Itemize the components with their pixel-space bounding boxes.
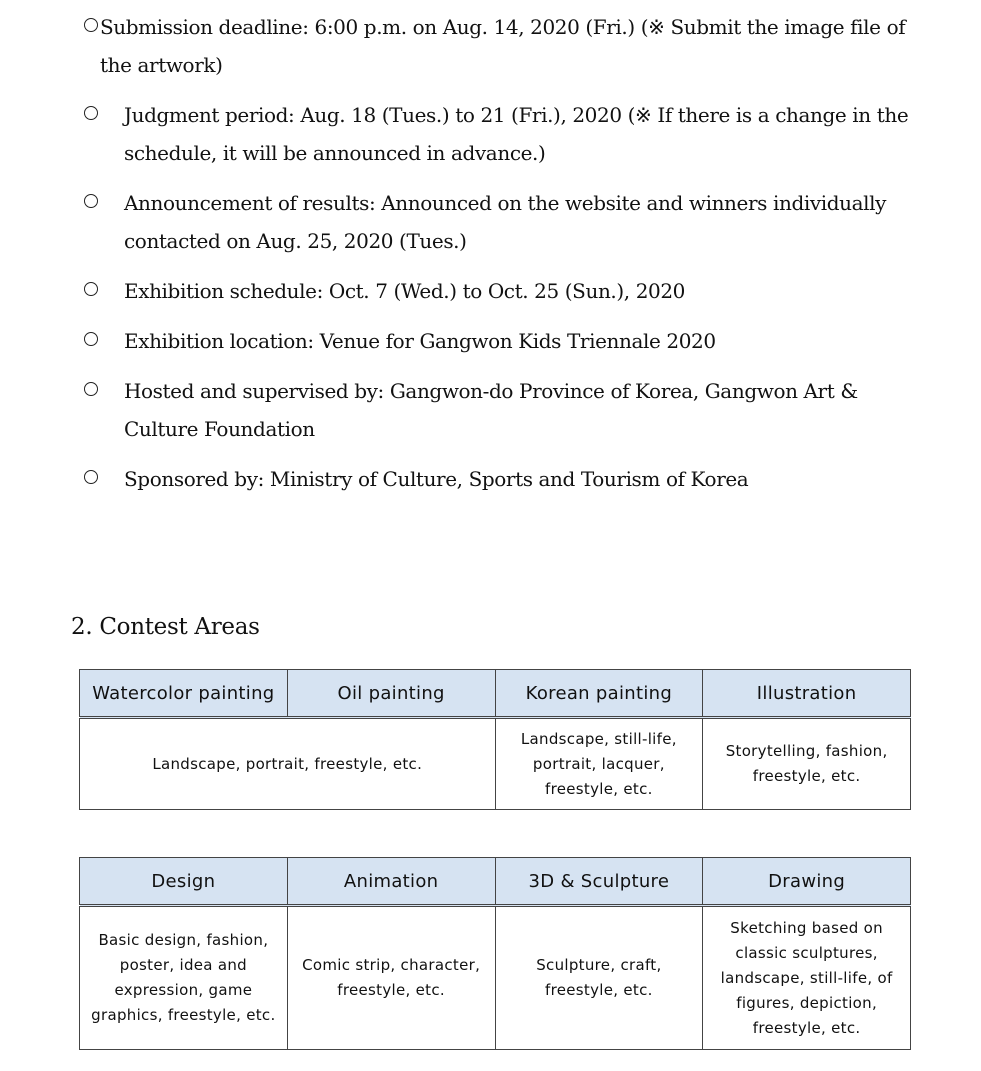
circle-bullet-icon — [84, 194, 98, 208]
circle-bullet-icon — [84, 18, 98, 32]
table-header-cell: Design — [80, 858, 288, 906]
list-item-text: Sponsored by: Ministry of Culture, Sports and Tourism of Korea — [124, 467, 749, 491]
circle-bullet-icon — [84, 470, 98, 484]
table-cell: Sculpture, craft, freestyle, etc. — [495, 906, 703, 1050]
list-item — [80, 184, 940, 260]
table-header-cell: Watercolor painting — [80, 670, 288, 718]
table-cell: Landscape, portrait, freestyle, etc. — [80, 718, 496, 810]
table-header-cell: Illustration — [703, 670, 911, 718]
section-title: 2. Contest Areas — [71, 614, 260, 640]
list-item-text: Exhibition schedule: Oct. 7 (Wed.) to Oct. 25 (Sun.), 2020 — [124, 279, 686, 303]
list-item-text: Judgment period: Aug. 18 (Tues.) to 21 (Fri.), 2020 (※ If there is a change in the schedule, it will be announced in advance.) — [124, 103, 909, 165]
contest-areas-table-1 — [79, 669, 911, 810]
schedule-list — [80, 8, 940, 510]
list-item — [80, 372, 940, 448]
list-item-text: Submission deadline: 6:00 p.m. on Aug. 14, 2020 (Fri.) (※ Submit the image file of the artwork) — [100, 15, 906, 77]
circle-bullet-icon — [84, 106, 98, 120]
circle-bullet-icon — [84, 332, 98, 346]
table-header-row — [80, 858, 911, 906]
table-cell: Sketching based on classic sculptures, landscape, still-life, of figures, depiction, freestyle, etc. — [703, 906, 911, 1050]
table-row — [80, 718, 911, 810]
list-item — [80, 322, 940, 360]
table-cell: Basic design, fashion, poster, idea and expression, game graphics, freestyle, etc. — [80, 906, 288, 1050]
circle-bullet-icon — [84, 282, 98, 296]
list-item — [80, 96, 940, 172]
table-cell: Comic strip, character, freestyle, etc. — [287, 906, 495, 1050]
table-header-cell: Oil painting — [287, 670, 495, 718]
contest-areas-table-2 — [79, 857, 911, 1050]
list-item — [80, 8, 940, 84]
circle-bullet-icon — [84, 382, 98, 396]
table-cell: Storytelling, fashion, freestyle, etc. — [703, 718, 911, 810]
list-item-text: Hosted and supervised by: Gangwon-do Province of Korea, Gangwon Art & Culture Foundation — [124, 379, 858, 441]
table-cell: Landscape, still-life, portrait, lacquer, freestyle, etc. — [495, 718, 703, 810]
table-header-cell: Animation — [287, 858, 495, 906]
table-row — [80, 906, 911, 1050]
table-header-row — [80, 670, 911, 718]
list-item-text: Exhibition location: Venue for Gangwon Kids Triennale 2020 — [124, 329, 716, 353]
list-item-text: Announcement of results: Announced on the website and winners individually contacted on Aug. 25, 2020 (Tues.) — [124, 191, 887, 253]
list-item — [80, 272, 940, 310]
table-header-cell: 3D & Sculpture — [495, 858, 703, 906]
table-header-cell: Drawing — [703, 858, 911, 906]
list-item — [80, 460, 940, 498]
table-header-cell: Korean painting — [495, 670, 703, 718]
